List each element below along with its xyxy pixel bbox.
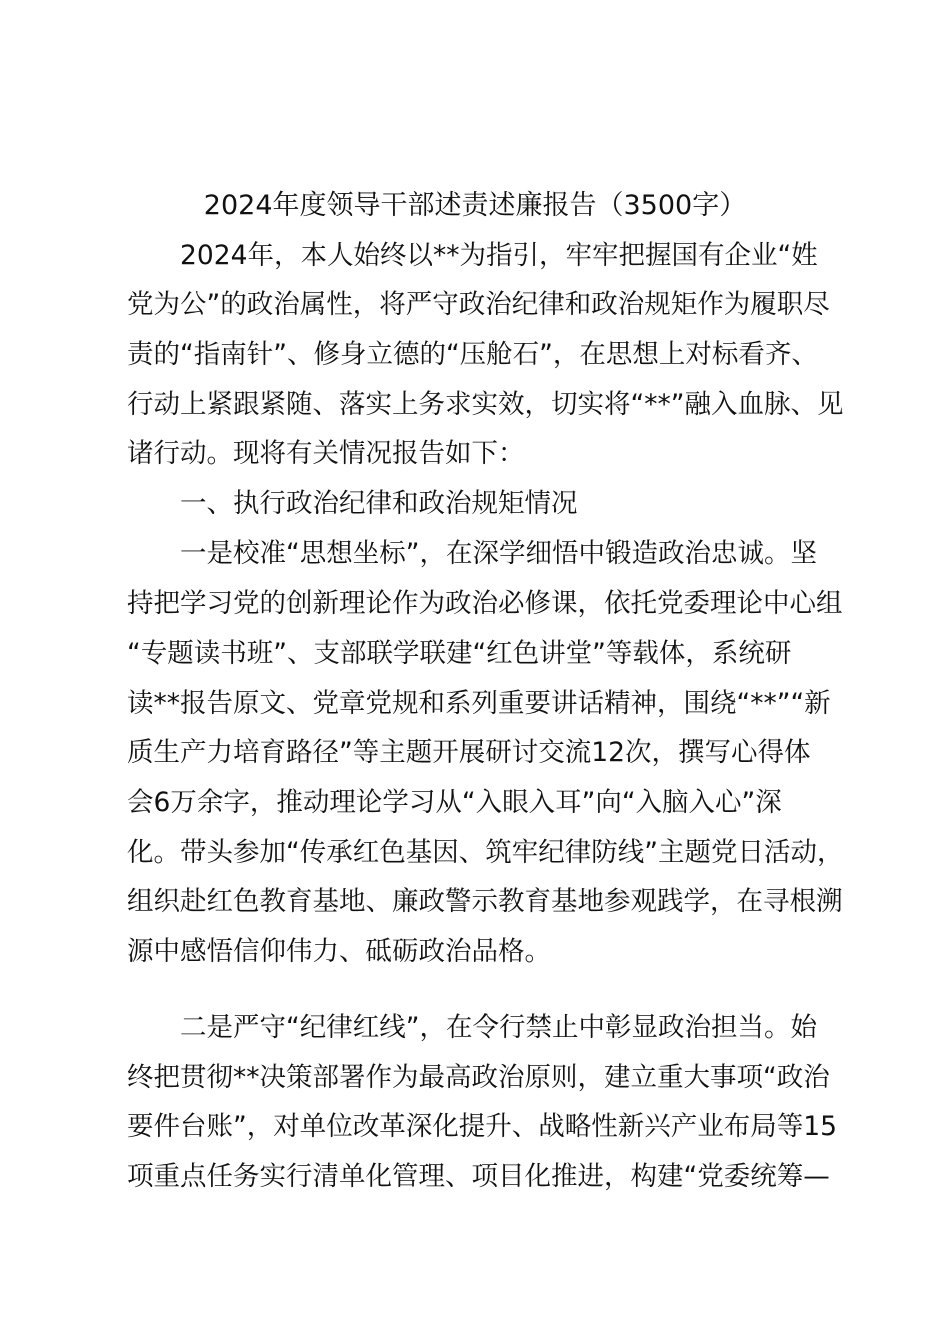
paragraph-line: 一是校准“思想坐标”，在深学细悟中锻造政治忠诚。坚 <box>180 538 817 569</box>
paragraph-line: 读**报告原文、党章党规和系列重要讲话精神，围绕“**”“新 <box>127 688 831 719</box>
paragraph-line: 二是严守“纪律红线”，在令行禁止中彰显政治担当。始 <box>180 1012 817 1043</box>
paragraph-line: 责的“指南针”、修身立德的“压舱石”，在思想上对标看齐、 <box>127 339 818 370</box>
paragraph-line: 行动上紧跟紧随、落实上务求实效，切实将“**”融入血脉、见 <box>127 389 844 420</box>
paragraph-line: 化。带头参加“传承红色基因、筑牢纪律防线”主题党日活动， <box>127 837 844 868</box>
paragraph-line: 党为公”的政治属性，将严守政治纪律和政治规矩作为履职尽 <box>127 289 830 320</box>
paragraph-line: “专题读书班”、支部联学联建“红色讲堂”等载体，系统研 <box>127 638 792 669</box>
paragraph-line: 源中感悟信仰伟力、砥砺政治品格。 <box>127 936 551 967</box>
paragraph-line: 终把贯彻**决策部署作为最高政治原则，建立重大事项“政治 <box>127 1062 830 1093</box>
paragraph-line: 持把学习党的创新理论作为政治必修课，依托党委理论中心组 <box>127 588 843 619</box>
document-title: 2024年度领导干部述责述廉报告（3500字） <box>203 190 747 221</box>
paragraph-line: 诸行动。现将有关情况报告如下： <box>127 438 525 469</box>
section-heading: 一、执行政治纪律和政治规矩情况 <box>180 488 578 519</box>
paragraph-line: 会6万余字，推动理论学习从“入眼入耳”向“入脑入心”深 <box>127 787 782 818</box>
paragraph-line: 质生产力培育路径”等主题开展研讨交流12次，撰写心得体 <box>127 737 811 768</box>
paragraph-line: 项重点任务实行清单化管理、项目化推进，构建“党委统筹— <box>127 1161 830 1192</box>
paragraph-line: 要件台账”，对单位改革深化提升、战略性新兴产业布局等15 <box>127 1111 837 1142</box>
paragraph-line: 组织赴红色教育基地、廉政警示教育基地参观践学，在寻根溯 <box>127 886 843 917</box>
paragraph-line: 2024年，本人始终以**为指引，牢牢把握国有企业“姓 <box>180 240 818 271</box>
